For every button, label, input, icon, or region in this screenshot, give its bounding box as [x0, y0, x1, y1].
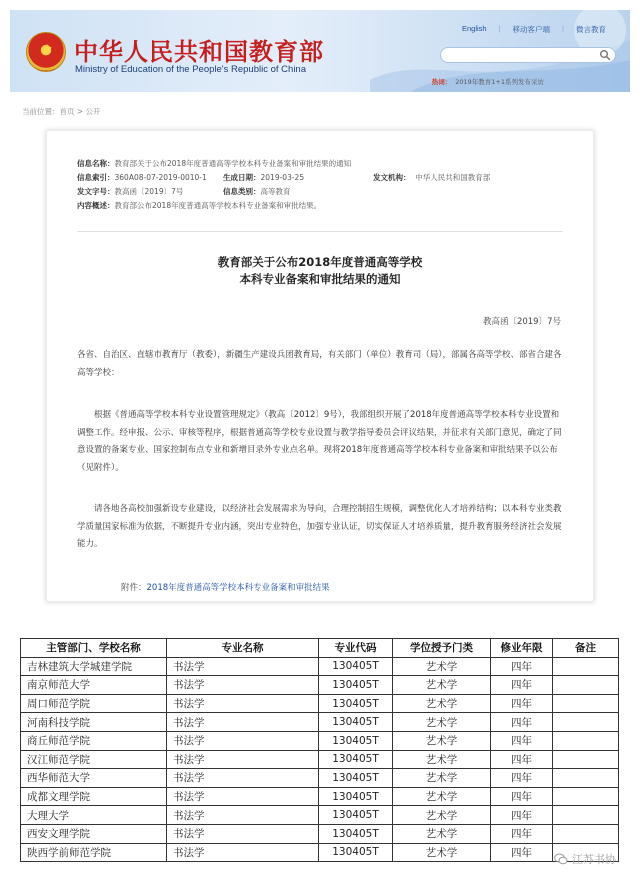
cell-duration: 四年 — [491, 713, 553, 732]
cell-degree: 艺术学 — [393, 787, 491, 806]
cell-major: 书法学 — [167, 769, 319, 788]
cell-note — [553, 806, 619, 825]
table-body — [21, 657, 619, 862]
cell-duration: 四年 — [491, 843, 553, 862]
cell-school: 南京师范大学 — [21, 676, 167, 695]
cell-major: 书法学 — [167, 657, 319, 676]
meta-label: 生成日期： — [223, 173, 261, 182]
search-icon[interactable] — [599, 49, 611, 61]
cell-code: 130405T — [319, 731, 393, 750]
cell-code: 130405T — [319, 769, 393, 788]
column-header: 修业年限 — [491, 639, 553, 658]
cell-note — [553, 731, 619, 750]
cell-major: 书法学 — [167, 731, 319, 750]
column-header: 主管部门、学校名称 — [21, 639, 167, 658]
meta-date: 2019-03-25 — [260, 173, 305, 182]
link-weiyan[interactable]: 微言教育 — [576, 25, 606, 34]
meta-label: 发文机构： — [373, 173, 411, 182]
cell-major: 书法学 — [167, 676, 319, 695]
document-title: 教育部关于公布2018年度普通高等学校 — [217, 255, 423, 269]
site-header — [10, 10, 630, 92]
cell-code: 130405T — [319, 843, 393, 862]
cell-duration: 四年 — [491, 731, 553, 750]
cell-school: 周口师范学院 — [21, 694, 167, 713]
table-row — [21, 750, 619, 769]
wechat-icon — [554, 852, 568, 866]
watermark — [554, 851, 616, 867]
document-metadata — [77, 157, 491, 213]
link-english[interactable]: English — [461, 24, 487, 33]
cell-code: 130405T — [319, 750, 393, 769]
cell-duration: 四年 — [491, 750, 553, 769]
cell-degree: 艺术学 — [393, 694, 491, 713]
meta-category: 高等教育 — [260, 187, 291, 196]
column-header: 专业名称 — [167, 639, 319, 658]
cell-code: 130405T — [319, 824, 393, 843]
divider: | — [498, 24, 501, 33]
table-row — [21, 806, 619, 825]
column-header: 备注 — [553, 639, 619, 658]
body-paragraph: 根据《普通高等学校本科专业设置管理规定》（教高〔2012〕9号），我部组织开展了2018年度普通高等学校本科专业设置和调整工作。经申报、公示、审核等程序，根据普通高等学校专业设置与教学指导委员会评议结果，并征求有关部门意见，确定了同意设置的备案专业、国家控制布点专业和新增目录外专业点名单。现将2018年度普通高等学校本科专业备案和审批结果予以公布（见附件）。 — [77, 410, 562, 473]
table-row — [21, 694, 619, 713]
cell-major: 书法学 — [167, 713, 319, 732]
cell-note — [553, 750, 619, 769]
cell-note — [553, 657, 619, 676]
meta-doc-number: 教高函〔2019〕7号 — [114, 187, 184, 196]
cell-degree: 艺术学 — [393, 676, 491, 695]
document-card — [46, 130, 594, 602]
cell-code: 130405T — [319, 713, 393, 732]
attachment — [121, 581, 330, 593]
body-paragraph: 请各地各高校加强新设专业建设，以经济社会发展需求为导向，合理控制招生规模，调整优化人才培养结构；以本科专业类教学质量国家标准为依据，不断提升专业内涵，突出专业特色，加强专业认证，切实保证人才培养质量，提升教育服务经济社会发展能力。 — [77, 504, 562, 549]
table-header-row — [21, 639, 619, 658]
divider — [77, 231, 563, 232]
hot-topics — [432, 77, 544, 86]
hot-topics-label: 热词： — [431, 78, 452, 86]
top-links — [462, 24, 606, 35]
cell-degree: 艺术学 — [393, 769, 491, 788]
table-row — [21, 843, 619, 862]
table-row — [21, 731, 619, 750]
cell-degree: 艺术学 — [393, 824, 491, 843]
cell-degree: 艺术学 — [393, 657, 491, 676]
meta-index: 360A08-07-2019-0010-1 — [114, 173, 207, 182]
cell-school: 汉江师范学院 — [21, 750, 167, 769]
meta-label: 信息索引： — [77, 173, 115, 182]
cell-duration: 四年 — [491, 657, 553, 676]
cell-school: 西安文理学院 — [21, 824, 167, 843]
cell-duration: 四年 — [491, 806, 553, 825]
cell-code: 130405T — [319, 787, 393, 806]
link-mobile-client[interactable]: 移动客户端 — [512, 25, 551, 34]
breadcrumb: 当前位置：首页 > 公开 — [22, 107, 101, 116]
cell-code: 130405T — [319, 676, 393, 695]
table-row — [21, 769, 619, 788]
cell-degree: 艺术学 — [393, 731, 491, 750]
search-box — [440, 47, 616, 63]
cell-code: 130405T — [319, 657, 393, 676]
cell-code: 130405T — [319, 694, 393, 713]
cell-degree: 艺术学 — [393, 806, 491, 825]
national-emblem-icon: ★ — [26, 32, 66, 72]
document-title: 本科专业备案和审批结果的通知 — [239, 272, 401, 286]
cell-note — [553, 787, 619, 806]
meta-info-name: 教育部关于公布2018年度普通高等学校本科专业备案和审批结果的通知 — [114, 159, 352, 168]
watermark-text: 江苏书协 — [572, 853, 616, 866]
cell-school: 大理大学 — [21, 806, 167, 825]
cell-major: 书法学 — [167, 750, 319, 769]
cell-major: 书法学 — [167, 806, 319, 825]
meta-label: 内容概述： — [77, 201, 115, 210]
meta-label: 信息类别： — [223, 187, 261, 196]
table-row — [21, 787, 619, 806]
cell-school: 成都文理学院 — [21, 787, 167, 806]
cell-degree: 艺术学 — [393, 713, 491, 732]
cell-major: 书法学 — [167, 694, 319, 713]
cell-duration: 四年 — [491, 676, 553, 695]
meta-label: 发文字号： — [77, 187, 115, 196]
cell-school: 吉林建筑大学城建学院 — [21, 657, 167, 676]
site-subtitle: Ministry of Education of the People's Republic of China — [75, 64, 306, 75]
cell-school: 西华师范大学 — [21, 769, 167, 788]
cell-note — [553, 713, 619, 732]
cell-degree: 艺术学 — [393, 843, 491, 862]
table-row — [21, 657, 619, 676]
cell-duration: 四年 — [491, 824, 553, 843]
meta-label: 信息名称： — [77, 159, 115, 168]
cell-school: 河南科技学院 — [21, 713, 167, 732]
cell-school: 陕西学前师范学院 — [21, 843, 167, 862]
cell-major: 书法学 — [167, 787, 319, 806]
cell-note — [553, 769, 619, 788]
table-row — [21, 713, 619, 732]
attachment-link[interactable]: 2018年度普通高等学校本科专业备案和审批结果 — [146, 583, 330, 593]
table-row — [21, 676, 619, 695]
search-input[interactable] — [449, 54, 599, 68]
cell-duration: 四年 — [491, 694, 553, 713]
column-header: 学位授予门类 — [393, 639, 491, 658]
divider: | — [562, 24, 564, 33]
cell-duration: 四年 — [491, 769, 553, 788]
cell-note — [553, 676, 619, 695]
cell-major: 书法学 — [167, 843, 319, 862]
attachment-label: 附件： — [121, 583, 147, 593]
document-number: 教高函〔2019〕7号 — [482, 317, 561, 327]
cell-major: 书法学 — [167, 824, 319, 843]
cell-duration: 四年 — [491, 787, 553, 806]
table-row — [21, 824, 619, 843]
hot-topics-link[interactable]: 2019年教育1+1系列发布采访 — [455, 78, 544, 86]
cell-degree: 艺术学 — [393, 750, 491, 769]
cell-note — [553, 824, 619, 843]
site-title: 中华人民共和国教育部 — [74, 37, 324, 66]
addressee-paragraph: 各省、自治区、直辖市教育厅（教委），新疆生产建设兵团教育局，有关部门（单位）教育司（局），部属各高等学校、部省合建各高等学校： — [77, 350, 562, 378]
meta-summary: 教育部公布2018年度普通高等学校本科专业备案和审批结果。 — [114, 201, 322, 210]
column-header: 专业代码 — [319, 639, 393, 658]
cell-code: 130405T — [319, 806, 393, 825]
cell-note — [553, 694, 619, 713]
approval-table — [20, 638, 619, 862]
cell-school: 商丘师范学院 — [21, 731, 167, 750]
meta-org: 中华人民共和国教育部 — [415, 173, 491, 182]
